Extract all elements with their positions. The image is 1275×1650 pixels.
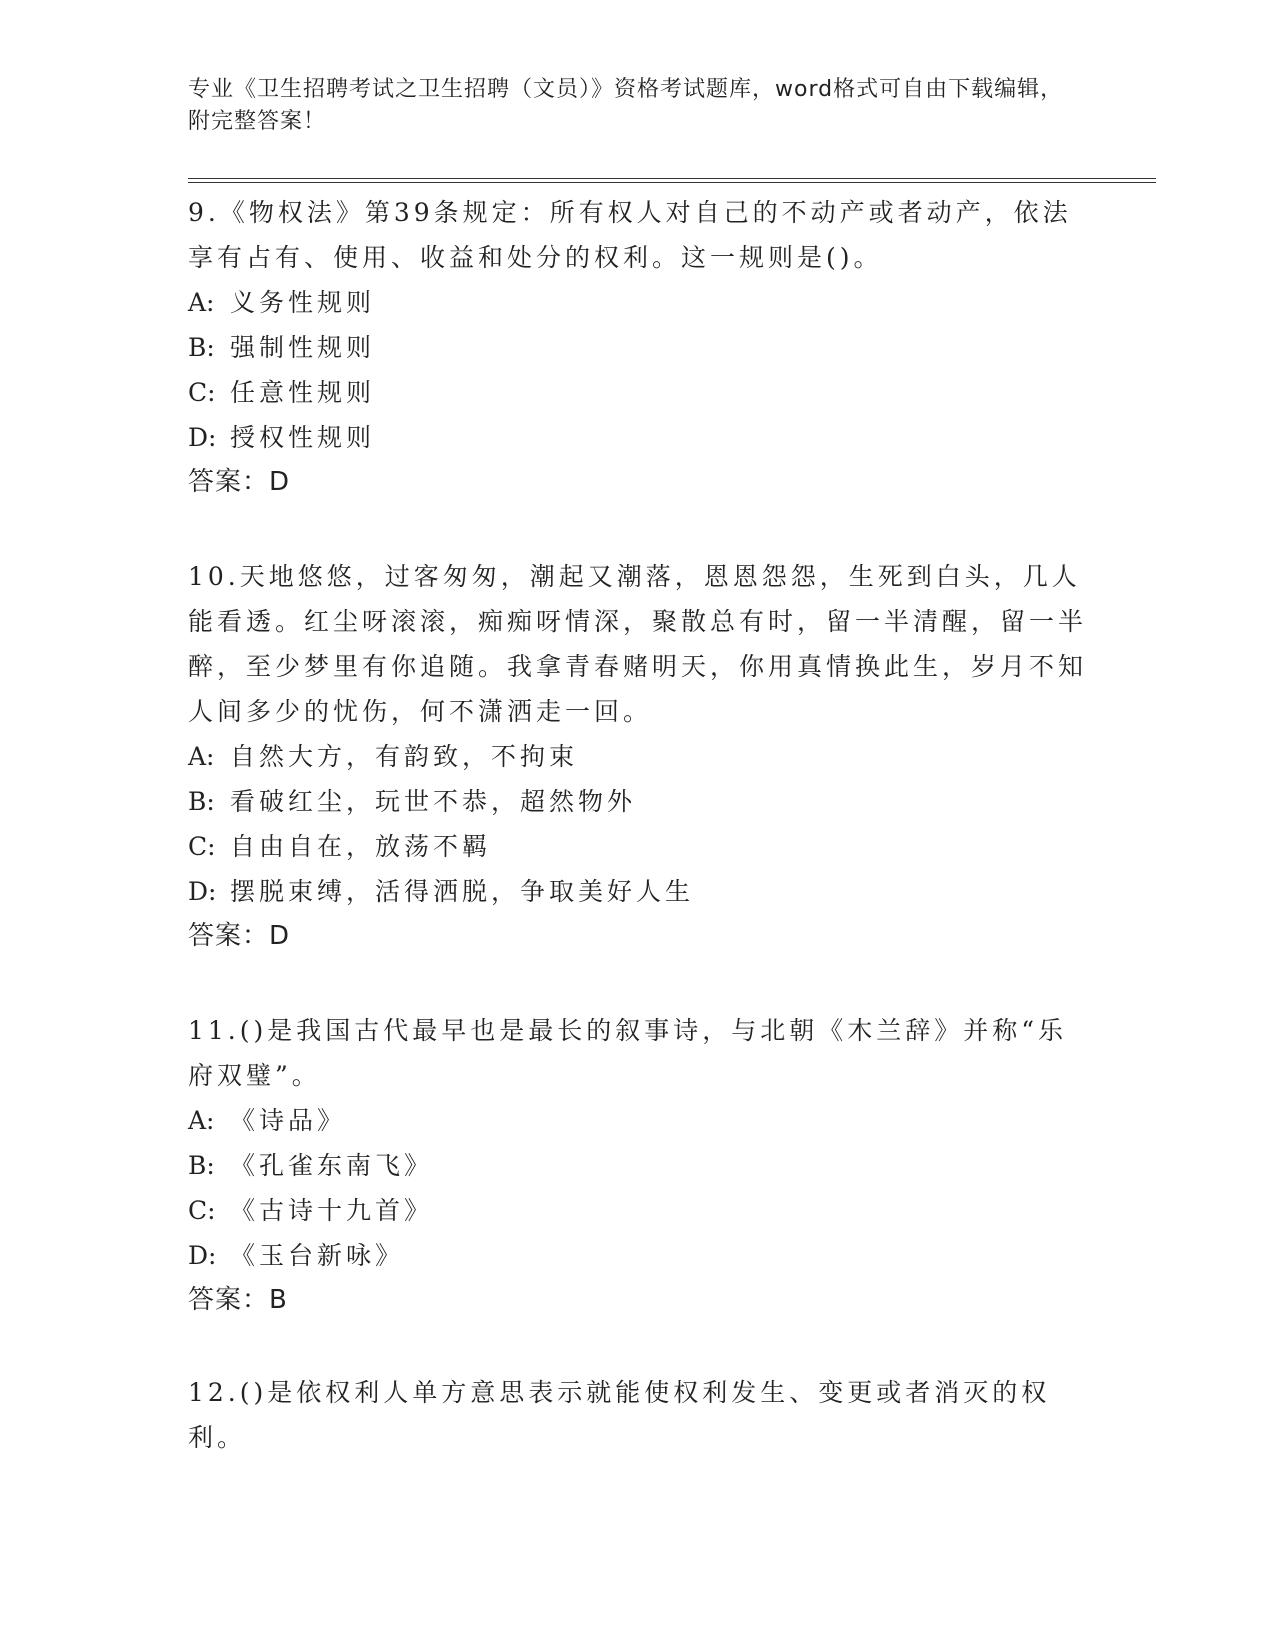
question-text: 10.天地悠悠，过客匆匆，潮起又潮落，恩恩怨怨，生死到白头，几人能看透。红尘呀滚滚，痴痴呀情深，聚散总有时，留一半清醒，留一半醉，至少梦里有你追随。我拿青春赌明天，你用真情换此生，岁月不知人间多少的忧伤，何不潇洒走一回。 [188,562,1088,726]
question-text: 12.()是依权利人单方意思表示就能使权利发生、变更或者消灭的权利。 [188,1378,1051,1452]
option-d [188,869,1088,914]
option-b [188,325,1088,370]
option-b [188,779,1088,824]
option-letter: C: [188,832,216,861]
option-text: 授权性规则 [230,423,376,452]
option-text: 自然大方，有韵致，不拘束 [230,742,579,771]
option-text: 《玉台新咏》 [230,1241,405,1270]
option-letter: A: [188,288,215,317]
option-c [188,824,1088,869]
document-header [188,74,1068,138]
option-letter: D: [188,877,217,906]
header-divider-bottom [188,182,1156,183]
option-text: 《诗品》 [230,1106,347,1135]
option-a [188,280,1088,325]
option-c [188,370,1088,415]
option-text: 《孔雀东南飞》 [230,1151,434,1180]
question-9 [188,190,1088,505]
header-title: 专业《卫生招聘考试之卫生招聘（文员）》资格考试题库，word格式可自由下载编辑，附完整答案！ [188,77,1064,134]
option-a [188,1098,1088,1143]
question-text: 11.()是我国古代最早也是最长的叙事诗，与北朝《木兰辞》并称“乐府双璧”。 [188,1016,1068,1090]
option-letter: A: [188,1106,215,1135]
option-d [188,1233,1088,1278]
option-letter: B: [188,1151,215,1180]
option-text: 义务性规则 [230,288,376,317]
question-12 [188,1370,1088,1460]
option-letter: D: [188,1241,217,1270]
option-text: 强制性规则 [230,333,376,362]
option-a [188,734,1088,779]
option-text: 任意性规则 [230,378,376,407]
option-letter: A: [188,742,215,771]
option-letter: C: [188,378,216,407]
answer: 答案：D [188,467,291,497]
option-letter: D: [188,423,217,452]
header-divider-top [188,178,1156,179]
option-text: 摆脱束缚，活得洒脱，争取美好人生 [230,877,695,906]
option-text: 自由自在，放荡不羁 [230,832,492,861]
question-10 [188,554,1088,959]
question-text: 9.《物权法》第39条规定：所有权人对自己的不动产或者动产，依法享有占有、使用、收益和处分的权利。这一规则是()。 [188,198,1072,272]
answer: 答案：B [188,1285,288,1315]
option-letter: B: [188,333,215,362]
option-letter: B: [188,787,215,816]
option-text: 看破红尘，玩世不恭，超然物外 [230,787,637,816]
question-11 [188,1008,1088,1323]
answer: 答案：D [188,921,291,951]
option-b [188,1143,1088,1188]
option-c [188,1188,1088,1233]
option-letter: C: [188,1196,216,1225]
option-text: 《古诗十九首》 [230,1196,434,1225]
option-d [188,415,1088,460]
